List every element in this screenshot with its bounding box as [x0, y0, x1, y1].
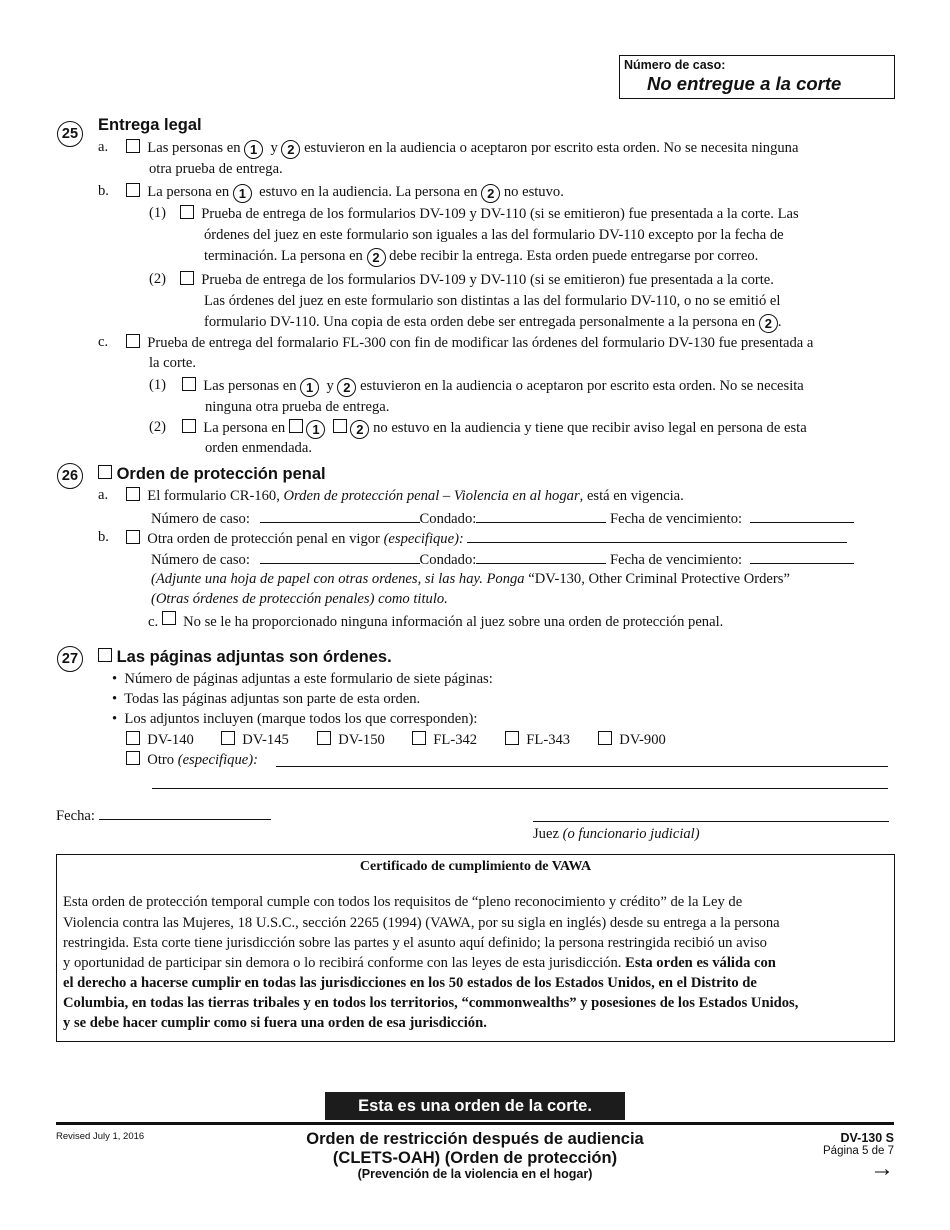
- person-2-icon: 2: [350, 420, 369, 439]
- county-field-b[interactable]: [476, 550, 606, 564]
- case-number-label: Número de caso:: [624, 58, 726, 72]
- item-25a-letter: a.: [98, 139, 109, 155]
- checkbox-25c2-person-2[interactable]: [333, 419, 347, 433]
- form-checkbox-dv900[interactable]: DV-900: [598, 731, 666, 749]
- case-number-field-b[interactable]: [260, 550, 420, 564]
- form-title-line-2: (CLETS-OAH) (Orden de protección): [332, 1149, 618, 1167]
- checkbox-25a[interactable]: [126, 139, 140, 153]
- form-title-line-3: (Prevención de la violencia en el hogar): [357, 1167, 593, 1181]
- form-checkbox-dv145[interactable]: DV-145: [221, 731, 289, 749]
- case-number-value: No entregue a la corte: [647, 73, 842, 94]
- judge-label: Juez: [533, 826, 559, 842]
- form-checkbox-fl342[interactable]: FL-342: [412, 731, 477, 749]
- page-number: Página 5 de 7: [823, 1145, 894, 1157]
- person-2-icon: 2: [481, 184, 500, 203]
- date-field[interactable]: [99, 806, 271, 820]
- case-number-box: [619, 55, 895, 99]
- criminal-order-b-fields: Número de caso: Condado: Fecha de vencimiento:: [151, 550, 854, 569]
- attachments-bullet-1: • Número de páginas adjuntas a este formulario de siete páginas:: [112, 671, 493, 687]
- criminal-order-a-fields: Número de caso: Condado: Fecha de vencimiento:: [151, 509, 854, 528]
- section-27-title: Las páginas adjuntas son órdenes.: [116, 648, 392, 666]
- checkbox-25b1[interactable]: [180, 205, 194, 219]
- item-25a: [98, 139, 108, 156]
- judge-signature-line[interactable]: [533, 821, 889, 822]
- form-number: DV-130 S: [840, 1131, 894, 1145]
- attachments-bullet-3: • Los adjuntos incluyen (marque todos los que corresponden):: [112, 711, 478, 727]
- checkbox-25b2[interactable]: [180, 271, 194, 285]
- checkbox-26a[interactable]: [126, 487, 140, 501]
- section-25-number: 25: [57, 121, 83, 147]
- case-number-field-a[interactable]: [260, 509, 420, 523]
- form-checkbox-fl343[interactable]: FL-343: [505, 731, 570, 749]
- date-label: Fecha:: [56, 808, 95, 824]
- person-1-icon: 1: [233, 184, 252, 203]
- person-2-icon: 2: [367, 248, 386, 267]
- checkbox-26b[interactable]: [126, 530, 140, 544]
- person-2-icon: 2: [281, 140, 300, 159]
- checkbox-25b[interactable]: [126, 183, 140, 197]
- section-25-title: Entrega legal: [98, 116, 202, 134]
- form-title-line-1: Orden de restricción después de audiencia: [306, 1130, 644, 1148]
- expiration-date-field-a[interactable]: [750, 509, 854, 523]
- revised-date: Revised July 1, 2016: [56, 1131, 145, 1142]
- checkbox-27-other[interactable]: [126, 751, 140, 765]
- person-1-icon: 1: [306, 420, 325, 439]
- other-specify-line-1[interactable]: [276, 766, 888, 767]
- person-1-icon: 1: [300, 378, 319, 397]
- other-order-specify-field[interactable]: [467, 529, 847, 543]
- checkbox-25c2-person-1[interactable]: [289, 419, 303, 433]
- form-checkbox-dv150[interactable]: DV-150: [317, 731, 385, 749]
- person-1-icon: 1: [244, 140, 263, 159]
- section-26-number: 26: [57, 463, 83, 489]
- section-26-title: Orden de protección penal: [116, 465, 326, 483]
- other-specify-line-2[interactable]: [152, 788, 888, 789]
- attachments-bullet-2: • Todas las páginas adjuntas son parte de esta orden.: [112, 691, 421, 707]
- checkbox-26c[interactable]: [162, 611, 176, 625]
- section-27-number: 27: [57, 646, 83, 672]
- checkbox-25c2[interactable]: [182, 419, 196, 433]
- county-field-a[interactable]: [476, 509, 606, 523]
- checkbox-25c1[interactable]: [182, 377, 196, 391]
- court-order-banner: Esta es una orden de la corte.: [325, 1092, 625, 1120]
- expiration-date-field-b[interactable]: [750, 550, 854, 564]
- person-2-icon: 2: [337, 378, 356, 397]
- footer-rule: [56, 1122, 894, 1125]
- vawa-title: Certificado de cumplimiento de VAWA: [359, 859, 592, 874]
- form-checkbox-dv140[interactable]: DV-140: [126, 731, 194, 749]
- person-2-icon: 2: [759, 314, 778, 333]
- checkbox-25c[interactable]: [126, 334, 140, 348]
- next-page-arrow-icon[interactable]: →: [870, 1155, 894, 1182]
- checkbox-27[interactable]: [98, 648, 112, 662]
- checkbox-26[interactable]: [98, 465, 112, 479]
